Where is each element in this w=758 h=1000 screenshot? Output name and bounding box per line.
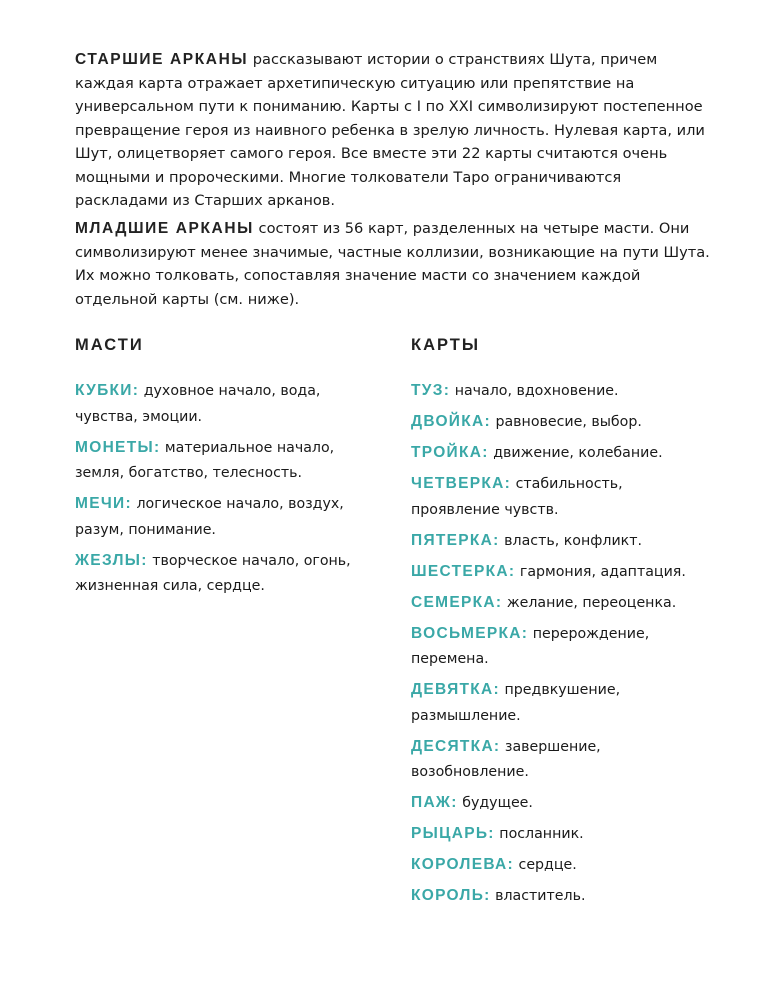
card-desc: гармония, адаптация. [515,563,686,580]
card-term: ДВОЙКА: [411,413,491,430]
suit-term: ЖЕЗЛЫ: [75,551,148,569]
card-desc: стабильность, проявление чувств. [411,476,623,518]
card-term: ПЯТЕРКА: [411,531,500,549]
major-arcana-text: рассказывают истории о странствиях Шута, причем каждая карта отражает архетипическую ситуацию или препятствие на универсальном пути к пониманию. Карты с I по XXI символизируют постепенное превращение героя из наивного ребенка в зрелую личность. Нулевая карта, или Шут, олицетворяет самого героя. Все вместе эти 22 карты считаются очень мощными и пророческими. Многие толкователи Таро ограничиваются раскладами из Старших арканов. [75,51,705,209]
suit-item [75,378,365,430]
card-item [411,471,711,523]
suits-heading: МАСТИ [75,336,144,354]
card-desc: властитель. [490,888,586,904]
suit-term: КУБКИ: [75,382,140,399]
card-desc: завершение, возобновление. [411,738,601,780]
suit-item [75,548,365,600]
card-desc: равновесие, выбор. [490,414,642,430]
card-item [411,821,711,848]
suit-item [75,435,365,487]
card-item [411,528,711,555]
suit-desc: логическое начало, воздух, разум, понимание. [75,496,344,538]
card-term: ПАЖ: [411,794,458,811]
card-desc: начало, вдохновение. [450,383,619,399]
card-term: КОРОЛЕВА: [411,856,515,873]
card-desc: будущее. [457,795,533,811]
suits-list [75,378,365,604]
card-item [411,440,711,467]
card-item [411,734,711,786]
card-term: ТУЗ: [411,382,451,399]
card-item [411,559,711,586]
card-item [411,852,711,879]
card-term: СЕМЕРКА: [411,593,503,611]
card-term: ВОСЬМЕРКА: [411,624,529,642]
suit-desc: духовное начало, вода, чувства, эмоции. [75,383,321,425]
card-item [411,621,711,673]
card-desc: желание, переоценка. [502,594,677,611]
card-term: ДЕВЯТКА: [411,681,501,698]
minor-arcana-text: состоят из 56 карт, разделенных на четыре масти. Они символизируют менее значимые, частные коллизии, возникающие на пути Шута. Их можно толковать, сопоставляя значение масти со значением каждой отдельной карты (см. ниже). [75,220,710,308]
card-item [411,590,711,617]
cards-heading: КАРТЫ [411,336,481,354]
card-desc: посланник. [494,826,584,842]
card-desc: движение, колебание. [488,445,663,461]
card-desc: власть, конфликт. [499,532,643,549]
card-term: РЫЦАРЬ: [411,825,495,842]
major-arcana-paragraph [75,48,715,213]
minor-arcana-heading: МЛАДШИЕ АРКАНЫ [75,220,254,237]
card-term: ЧЕТВЕРКА: [411,475,512,492]
suit-desc: творческое начало, огонь, жизненная сила, сердце. [75,552,351,594]
card-item [411,378,711,405]
suit-term: МОНЕТЫ: [75,438,161,456]
suit-item [75,491,365,543]
suit-desc: материальное начало, земля, богатство, телесность. [75,439,335,481]
card-item [411,677,711,729]
card-term: КОРОЛЬ: [411,887,491,904]
minor-arcana-paragraph [75,217,715,311]
cards-list [411,378,711,914]
card-item [411,883,711,910]
major-arcana-heading: СТАРШИЕ АРКАНЫ [75,51,249,68]
suit-term: МЕЧИ: [75,495,132,512]
card-term: ТРОЙКА: [411,444,489,461]
card-term: ДЕСЯТКА: [411,737,501,755]
card-item [411,790,711,817]
card-item [411,409,711,436]
card-term: ШЕСТЕРКА: [411,562,516,580]
card-desc: предвкушение, размышление. [411,682,621,724]
card-desc: перерождение, перемена. [411,625,650,667]
card-desc: сердце. [514,857,577,873]
